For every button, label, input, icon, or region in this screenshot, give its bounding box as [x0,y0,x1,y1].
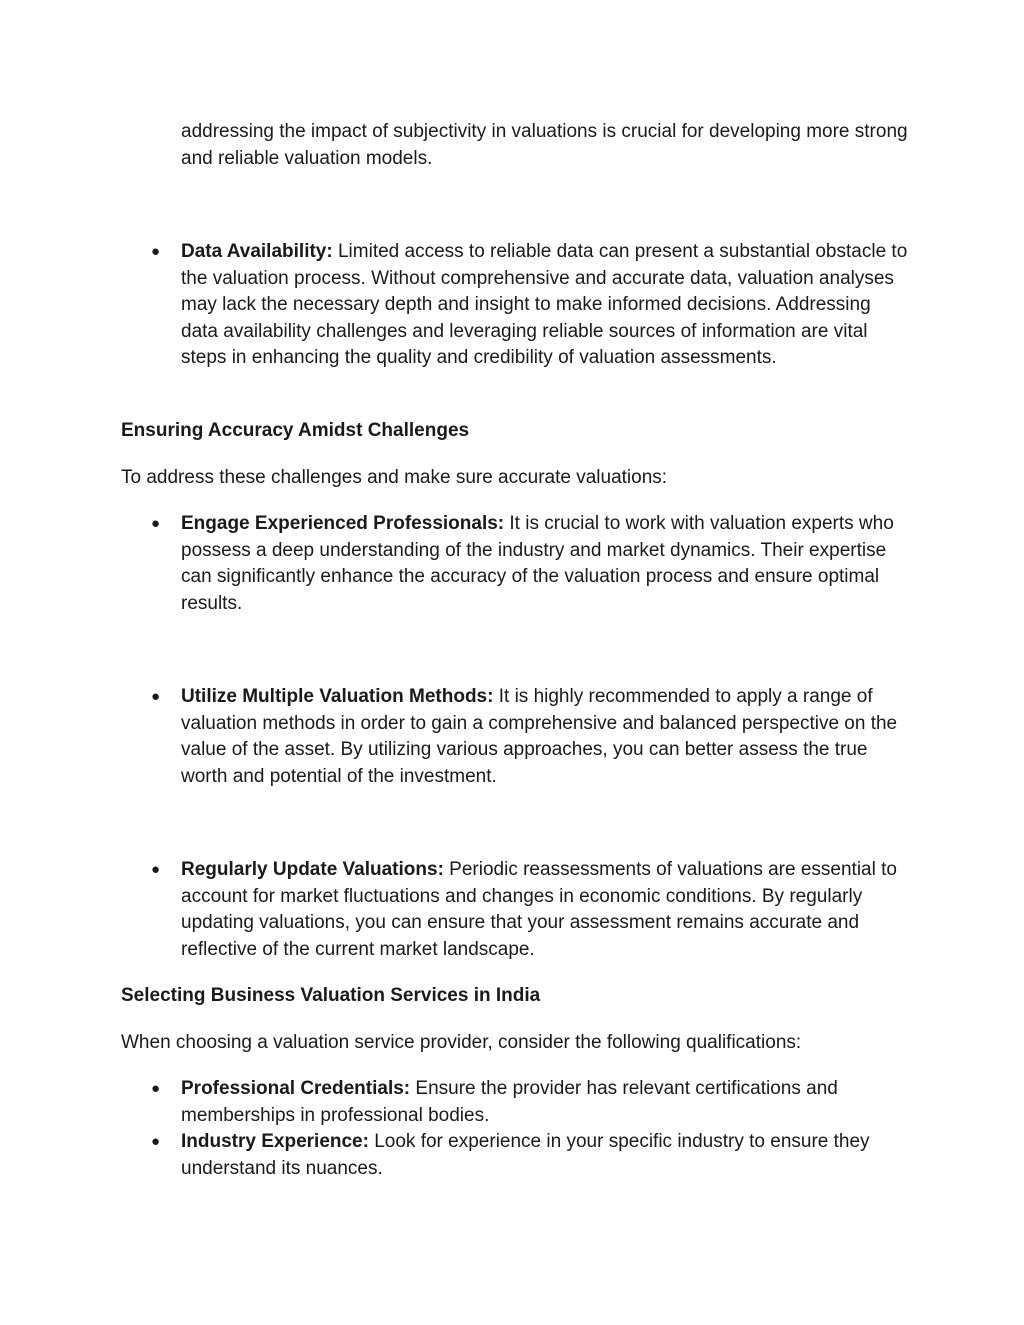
list-item-term: Regularly Update Valuations: [181,859,444,880]
list-item-update-valuations [151,857,911,963]
list-item-professional-credentials [151,1076,911,1129]
list-item-term: Engage Experienced Professionals: [181,513,505,534]
list-item-term: Professional Credentials: [181,1078,411,1099]
continuation-paragraph: addressing the impact of subjectivity in valuations is crucial for developing more strong and reliable valuation models. [181,121,908,169]
bullet-dot-icon: ● [151,688,161,705]
list-item-industry-experience [151,1129,911,1182]
list-item-multiple-methods [151,684,911,790]
list-item-term: Industry Experience: [181,1131,369,1152]
list-item-text: Look for experience in your specific industry to ensure they understand its nuances. [181,1131,870,1179]
list-item-engage-professionals [151,511,911,617]
section-intro-accuracy: To address these challenges and make sure accurate valuations: [121,467,668,488]
list-item-text: Periodic reassessments of valuations are essential to account for market fluctuations and changes in economic conditions. By regularly updating valuations, you can ensure that your assessment remains accurate and reflective of the current market landscape. [181,859,897,960]
bullet-dot-icon: ● [151,861,161,878]
list-item-text: Ensure the provider has relevant certifications and memberships in professional bodies. [181,1078,838,1126]
bullet-dot-icon: ● [151,1133,161,1150]
section-heading-selecting-services: Selecting Business Valuation Services in India [121,985,541,1006]
list-item-term: Data Availability: [181,241,333,262]
bullet-dot-icon: ● [151,1080,161,1097]
list-item-text: It is crucial to work with valuation experts who possess a deep understanding of the industry and market dynamics. Their expertise can significantly enhance the accuracy of the valuation process and ensure optimal results. [181,513,894,614]
section-heading-accuracy: Ensuring Accuracy Amidst Challenges [121,420,470,441]
list-item-term: Utilize Multiple Valuation Methods: [181,686,494,707]
list-item-text: It is highly recommended to apply a range of valuation methods in order to gain a comprehensive and balanced perspective on the value of the asset. By utilizing various approaches, you can better assess the true worth and potential of the investment. [181,686,898,787]
list-item-data-availability [151,239,911,372]
section-intro-selecting-services: When choosing a valuation service provider, consider the following qualifications: [121,1032,802,1053]
bullet-dot-icon: ● [151,515,161,532]
bullet-dot-icon: ● [151,243,161,260]
list-item-text: Limited access to reliable data can present a substantial obstacle to the valuation process. Without comprehensive and accurate data, valuation analyses may lack the necessary depth and insight to make informed decisions. Addressing data availability challenges and leveraging reliable sources of information are vital steps in enhancing the quality and credibility of valuation assessments. [181,241,908,368]
